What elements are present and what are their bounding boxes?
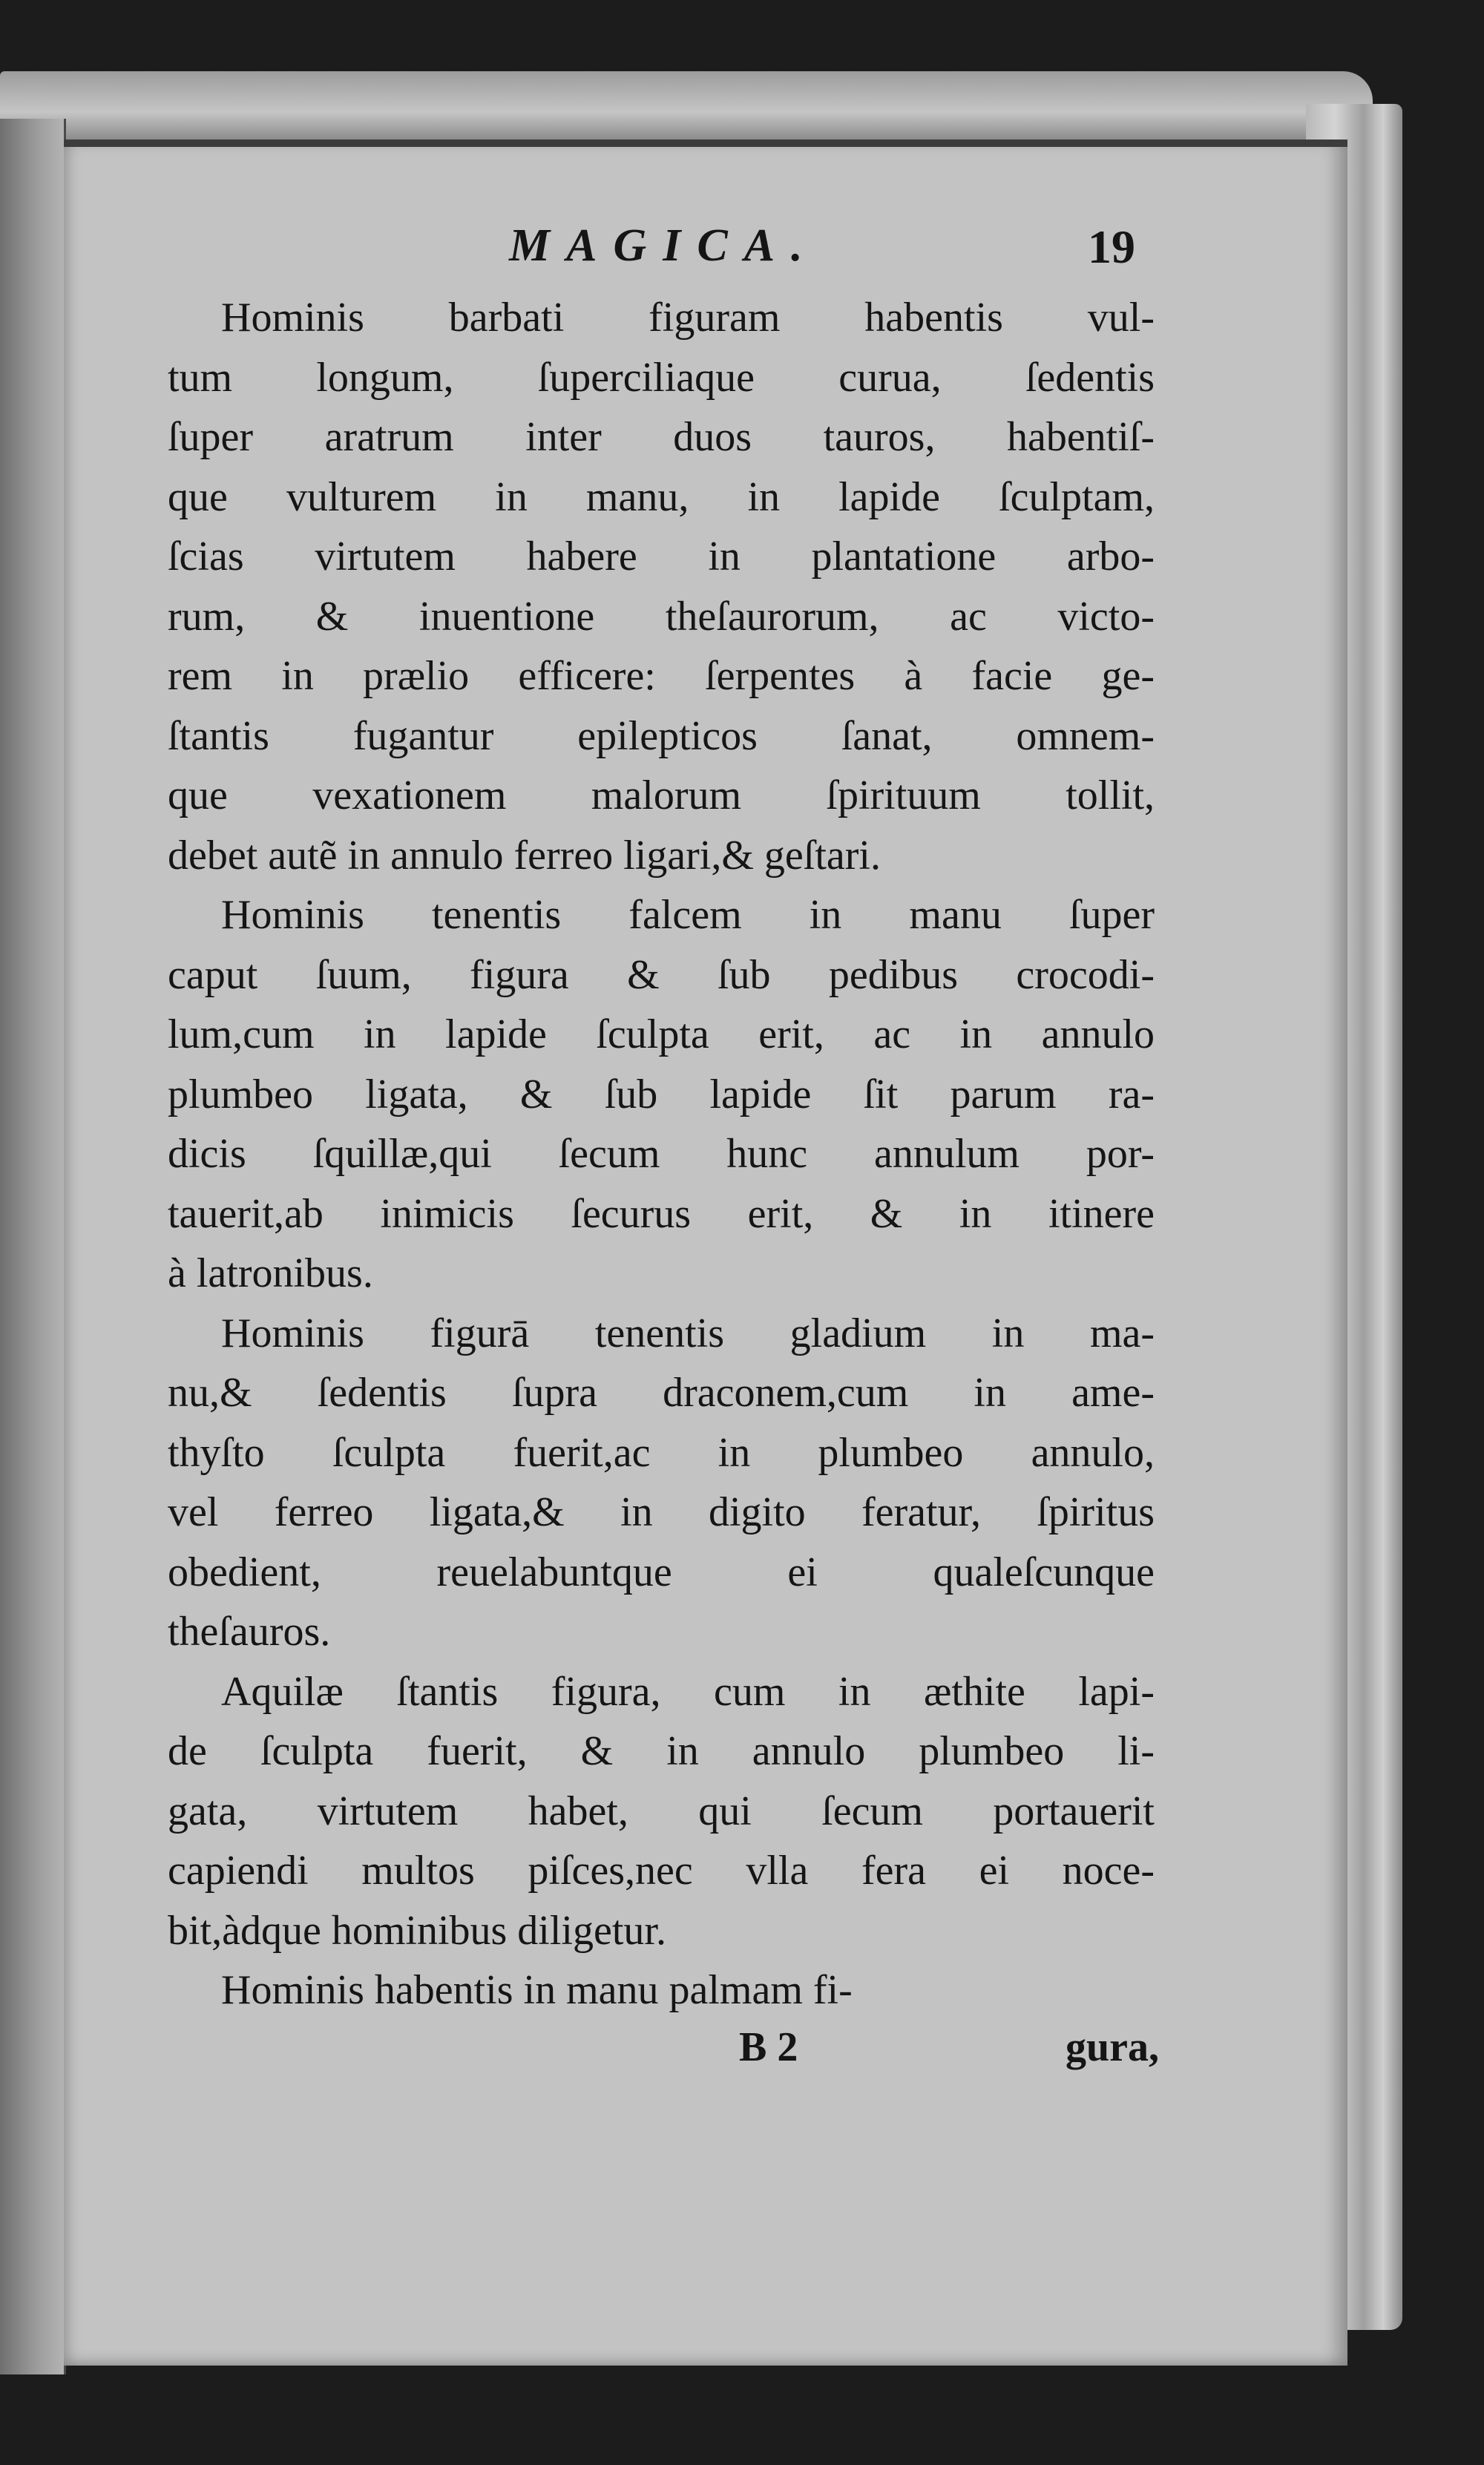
page-number: 19 xyxy=(1088,220,1135,273)
facing-page-edge xyxy=(0,119,66,2374)
text-line: tum longum, ſuperciliaque curua, ſedentis xyxy=(168,354,1155,401)
text-line: dicis ſquillæ,qui ſecum hunc annulum por- xyxy=(168,1131,1155,1177)
text-line: rem in prælio efficere: ſerpentes à facie ge- xyxy=(168,653,1155,699)
text-line: Hominis tenentis falcem in manu ſuper xyxy=(221,892,1155,938)
text-line: gata, virtutem habet, qui ſecum portauerit xyxy=(168,1788,1155,1834)
text-line: vel ferreo ligata,& in digito feratur, ſpiritus xyxy=(168,1489,1155,1535)
running-head xyxy=(168,206,1155,288)
body-text xyxy=(168,288,1155,2021)
footer-line xyxy=(168,2021,1159,2080)
text-line: theſauros. xyxy=(168,1609,331,1655)
text-line: obedient, reuelabuntque ei qualeſcunque xyxy=(168,1549,1155,1595)
paragraph xyxy=(168,885,1155,1304)
text-line: que vexationem malorum ſpirituum tollit, xyxy=(168,772,1155,818)
text-line: à latronibus. xyxy=(168,1250,373,1296)
text-line: de ſculpta fuerit, & in annulo plumbeo li- xyxy=(168,1728,1155,1774)
text-line: plumbeo ligata, & ſub lapide ſit parum ra- xyxy=(168,1071,1155,1117)
text-line: thyſto ſculpta fuerit,ac in plumbeo annulo, xyxy=(168,1429,1155,1476)
text-line: nu,& ſedentis ſupra draconem,cum in ame- xyxy=(168,1370,1155,1416)
book-page xyxy=(64,140,1347,2366)
text-line: lum,cum in lapide ſculpta erit, ac in annulo xyxy=(168,1011,1155,1057)
text-line: Hominis figurā tenentis gladium in ma- xyxy=(221,1310,1155,1356)
catchword: gura, xyxy=(1066,2023,1159,2070)
paragraph xyxy=(168,1304,1155,1662)
text-line: Hominis habentis in manu palmam fi- xyxy=(221,1967,853,2013)
text-line: debet autẽ in annulo ferreo ligari,& geſtari. xyxy=(168,832,881,879)
paragraph xyxy=(168,1662,1155,1961)
text-line: rum, & inuentione theſaurorum, ac victo- xyxy=(168,593,1155,640)
text-line: bit,àdque hominibus diligetur. xyxy=(168,1907,666,1954)
book-top-rim xyxy=(0,71,1373,140)
text-line: que vulturem in manu, in lapide ſculptam, xyxy=(168,473,1155,520)
paragraph xyxy=(168,288,1155,885)
running-title: MAGICA. xyxy=(509,220,819,271)
text-line: ſcias virtutem habere in plantatione arbo- xyxy=(168,534,1155,580)
paragraph xyxy=(168,1960,1155,2021)
text-line: tauerit,ab inimicis ſecurus erit, & in itinere xyxy=(168,1190,1155,1237)
page-top-shadow xyxy=(64,140,1347,147)
text-line: ſtantis fugantur epilepticos ſanat, omnem- xyxy=(168,712,1155,759)
text-line: capiendi multos piſces,nec vlla fera ei noce- xyxy=(168,1848,1155,1894)
text-line: Hominis barbati figuram habentis vul- xyxy=(221,295,1155,341)
text-block xyxy=(168,206,1159,2080)
text-line: Aquilæ ſtantis figura, cum in æthite lapi- xyxy=(221,1668,1155,1715)
text-line: caput ſuum, figura & ſub pedibus crocodi- xyxy=(168,951,1155,998)
signature-mark: B 2 xyxy=(739,2023,798,2070)
text-line: ſuper aratrum inter duos tauros, habentiſ- xyxy=(168,414,1155,460)
